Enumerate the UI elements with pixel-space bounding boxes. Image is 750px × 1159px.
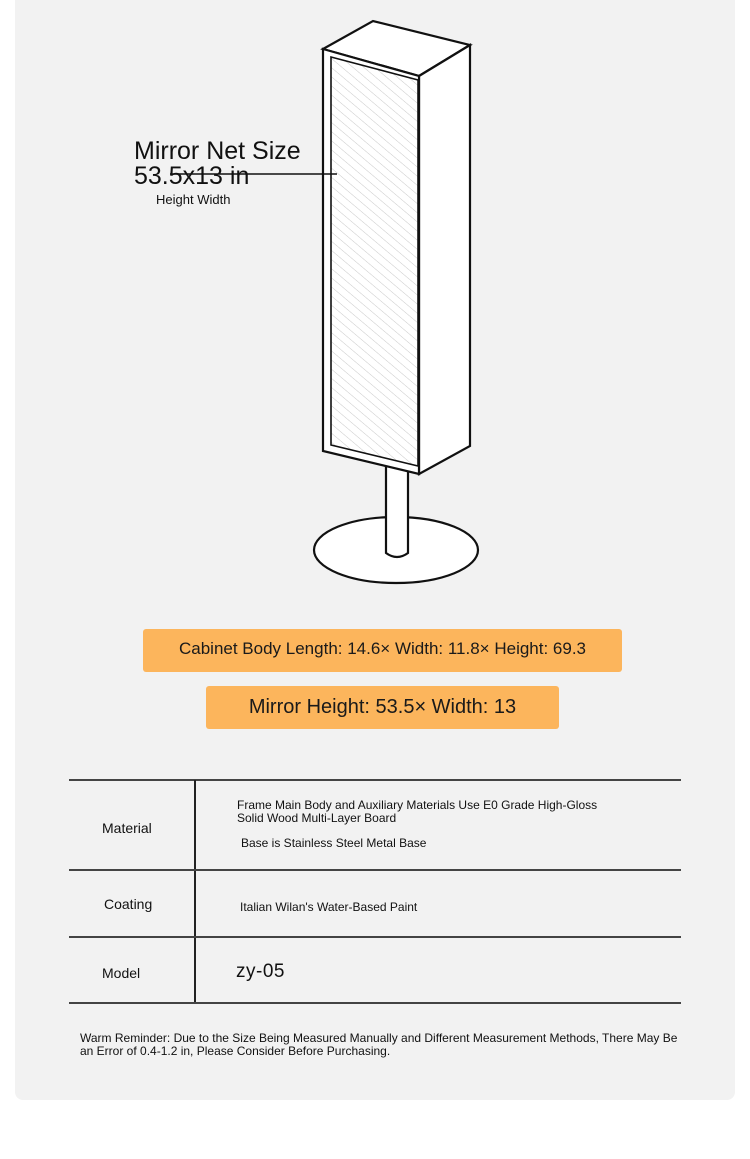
spec-label-material: Material bbox=[102, 820, 152, 836]
spec-value-material-2: Base is Stainless Steel Metal Base bbox=[241, 836, 427, 850]
spec-value-model: zy-05 bbox=[236, 961, 285, 982]
warm-reminder: Warm Reminder: Due to the Size Being Measured Manually and Different Measurement Methods, There May Be an Error of 0.4-1.2 in, Please Consider Before Purchasing. bbox=[80, 1031, 678, 1058]
cabinet-size-badge bbox=[143, 629, 622, 672]
spec-value-coating: Italian Wilan's Water-Based Paint bbox=[240, 900, 418, 914]
spec-label-model: Model bbox=[102, 965, 141, 981]
spec-value-material-1: Frame Main Body and Auxiliary Materials Use E0 Grade High-Gloss Solid Wood Multi-Layer Board bbox=[237, 798, 598, 825]
mirror-size-badge-text: Mirror Height: 53.5× Width: 13 bbox=[248, 696, 517, 718]
base-pole bbox=[386, 466, 408, 557]
mirror-size-label bbox=[134, 137, 304, 208]
spec-row-material bbox=[69, 781, 681, 871]
mirror-panel bbox=[331, 57, 418, 466]
cabinet-size-text: Cabinet Body Length: 14.6× Width: 11.8× Height: 69.3 bbox=[178, 639, 587, 658]
mirror-size-badge bbox=[206, 686, 559, 729]
spec-row-model bbox=[69, 938, 681, 1004]
spec-row-coating bbox=[69, 871, 681, 938]
mirror-size-title: Mirror Net Size bbox=[134, 137, 301, 165]
mirror-size-value: 53.5x13 in bbox=[134, 162, 250, 190]
cabinet-side bbox=[419, 45, 470, 474]
mirror-size-dims: Height Width bbox=[156, 192, 231, 207]
spec-label-coating: Coating bbox=[104, 896, 153, 912]
